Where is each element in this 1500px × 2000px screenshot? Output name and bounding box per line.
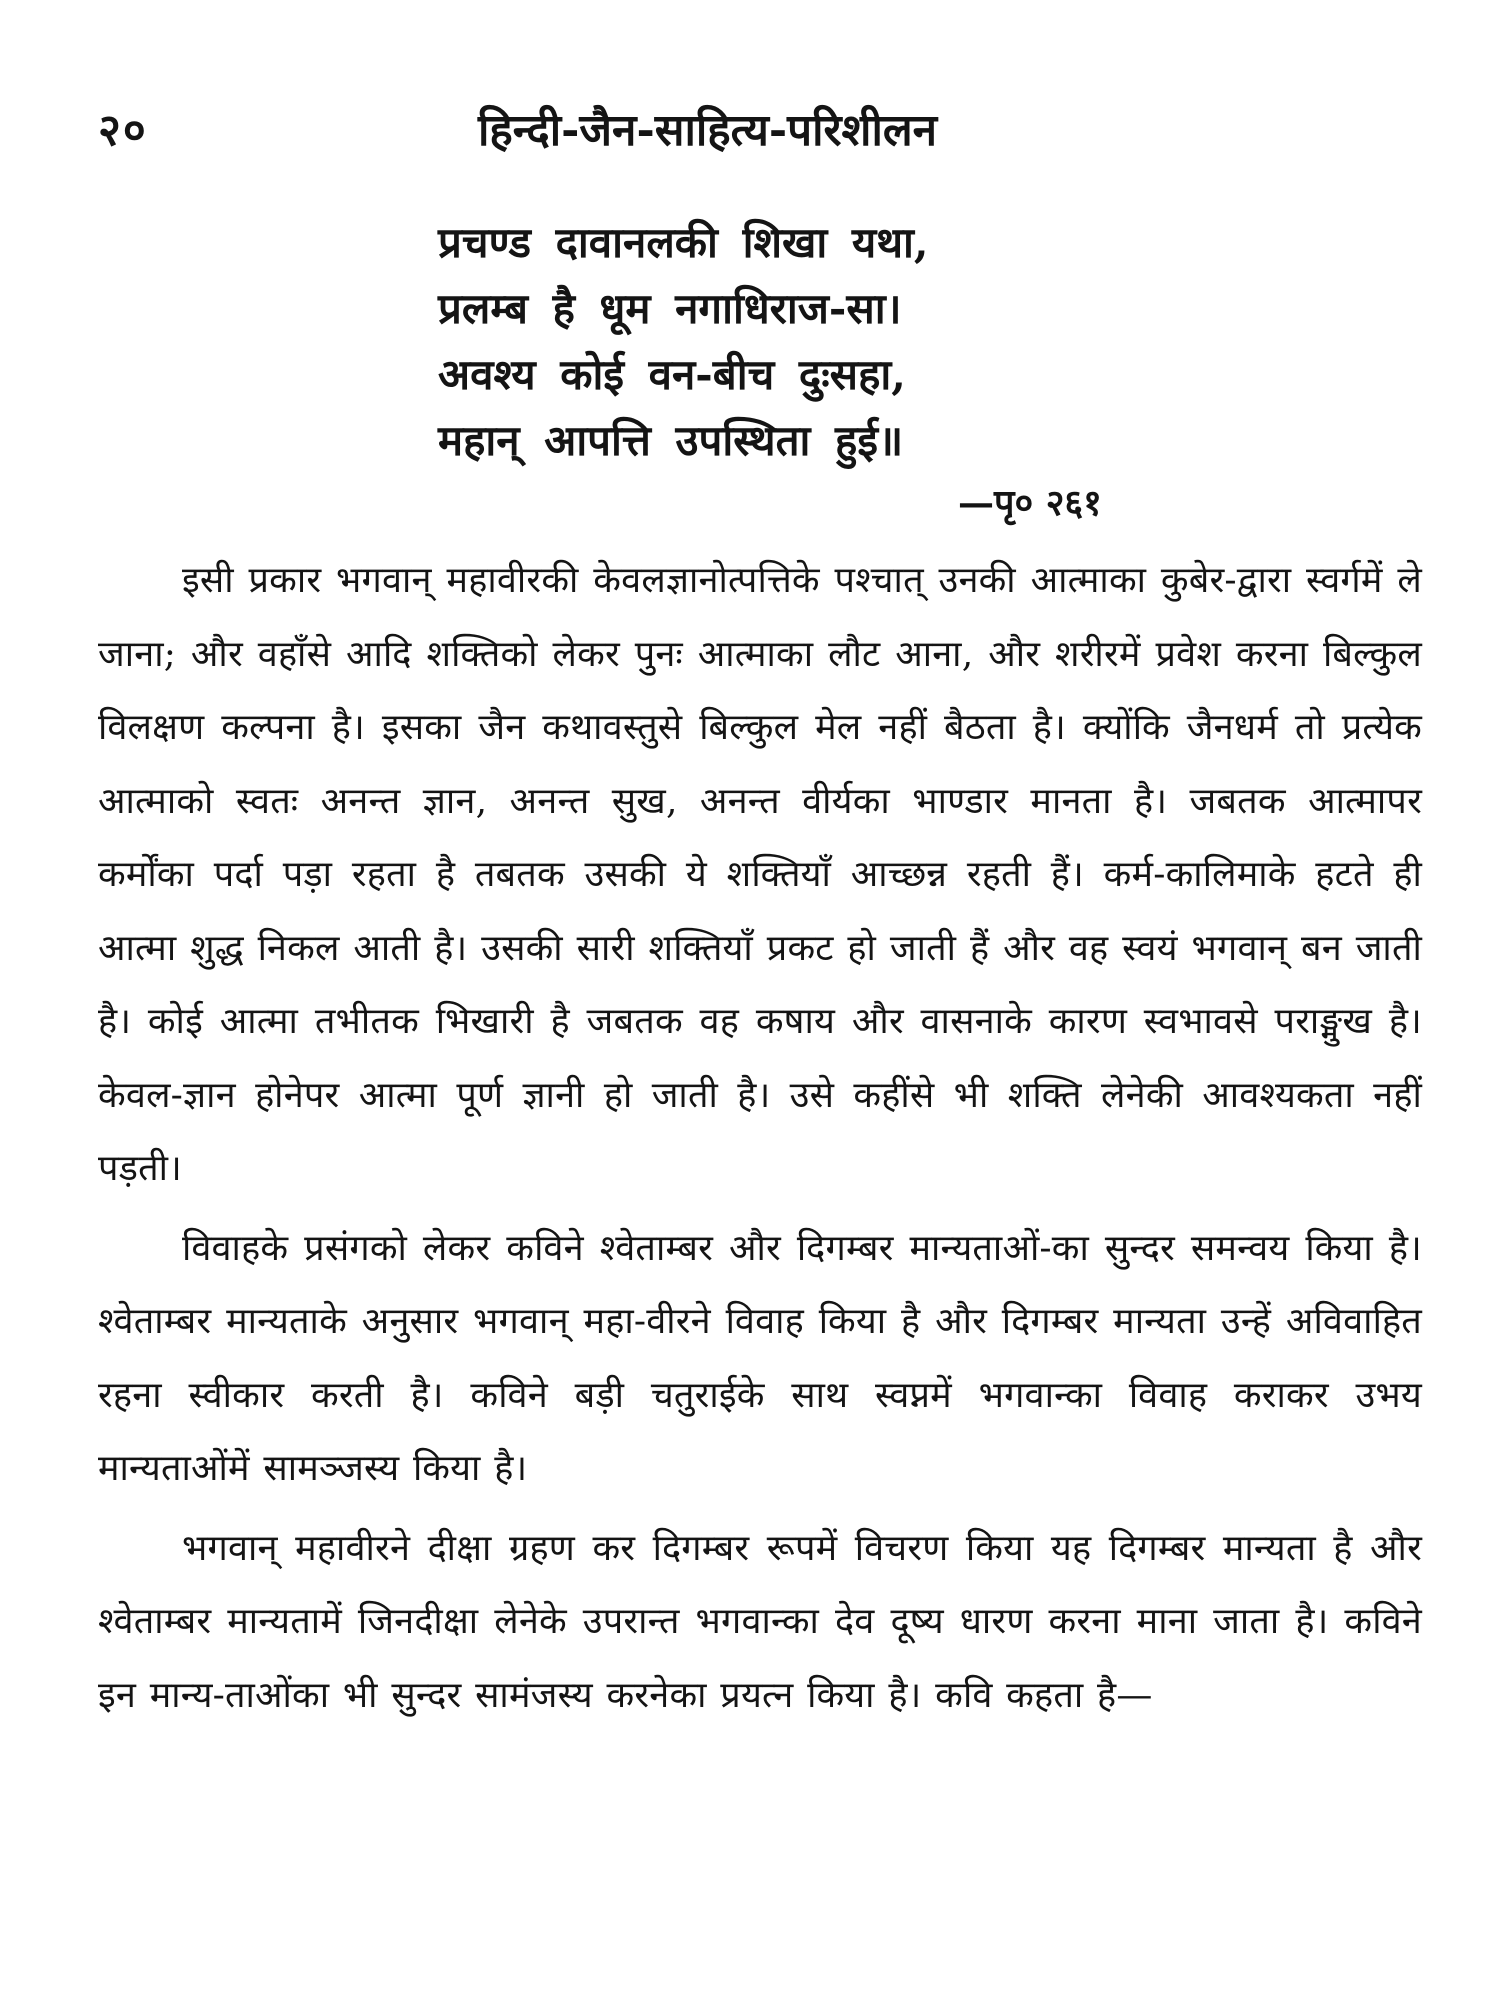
body-paragraph-1: इसी प्रकार भगवान् महावीरकी केवलज्ञानोत्पत्तिके पश्चात् उनकी आत्माका कुबेर-द्वारा स्वर्गमें ले जाना; और वहाँसे आदि शक्तिको लेकर पुनः आत्माका लौट आना, और शरीरमें प्रवेश करना बिल्कुल विलक्षण कल्पना है। इसका जैन कथावस्तुसे बिल्कुल मेल नहीं बैठता है। क्योंकि जैनधर्म तो प्रत्येक आत्माको स्वतः अनन्त ज्ञान, अनन्त सुख, अनन्त वीर्यका भाण्डार मानता है। जबतक आत्मापर कर्मोंका पर्दा पड़ा रहता है तबतक उसकी ये शक्तियाँ आच्छन्न रहती हैं। कर्म-कालिमाके हटते ही आत्मा शुद्ध निकल आती है। उसकी सारी शक्तियाँ प्रकट हो जाती हैं और वह स्वयं भगवान् बन जाती है। कोई आत्मा तभीतक भिखारी है जबतक वह कषाय और वासनाके कारण स्वभावसे पराङ्मुख है। केवल-ज्ञान होनेपर आत्मा पूर्ण ज्ञानी हो जाती है। उसे कहींसे भी शक्ति लेनेकी आवश्यकता नहीं पड़ती। (98, 560, 1422, 1189)
running-head (98, 90, 1422, 160)
verse-line-1: प्रचण्ड दावानलकी शिखा यथा, (438, 218, 929, 267)
body-paragraph-3: भगवान् महावीरने दीक्षा ग्रहण कर दिगम्बर रूपमें विचरण किया यह दिगम्बर मान्यता है और श्वेताम्बर मान्यतामें जिनदीक्षा लेनेके उपरान्त भगवान्का देव दूष्य धारण करना माना जाता है। कविने इन मान्य-ताओंका भी सुन्दर सामंजस्य करनेका प्रयत्न किया है। कवि कहता है— (98, 1527, 1422, 1716)
verse-line-2: प्रलम्ब है धूम नगाधिराज-सा। (438, 284, 902, 333)
running-header-title: हिन्दी-जैन-साहित्य-परिशीलन (478, 105, 938, 156)
verse-quotation (438, 210, 1078, 474)
page-number: २० (98, 105, 148, 156)
verse-page-reference: —पृ० २६१ (958, 482, 1102, 524)
verse-line-4: महान् आपत्ति उपस्थिता हुई॥ (438, 416, 904, 465)
body-paragraph-2: विवाहके प्रसंगको लेकर कविने श्वेताम्बर और दिगम्बर मान्यताओं-का सुन्दर समन्वय किया है। श्वेताम्बर मान्यताके अनुसार भगवान् महा-वीरने विवाह किया है और दिगम्बर मान्यता उन्हें अविवाहित रहना स्वीकार करती है। कविने बड़ी चतुराईके साथ स्वप्नमें भगवान्का विवाह कराकर उभय मान्यताओंमें सामञ्जस्य किया है। (98, 1227, 1422, 1489)
verse-line-3: अवश्य कोई वन-बीच दुःसहा, (438, 350, 906, 399)
